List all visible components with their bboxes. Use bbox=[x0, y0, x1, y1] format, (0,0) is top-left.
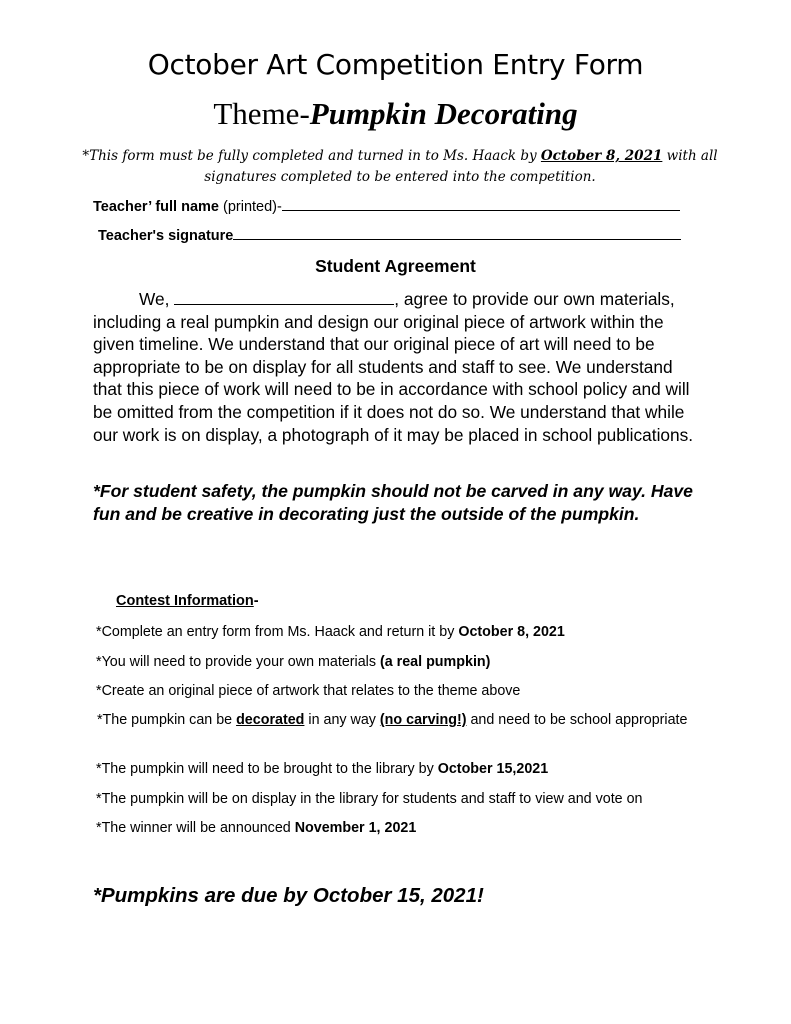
agreement-we: We, bbox=[139, 289, 170, 309]
contest-heading-text: Contest Information bbox=[116, 593, 254, 609]
agreement-body: , agree to provide our own materials, including a real pumpkin and design our original piece of artwork within the given timeline. We understand that our original piece of art will need to be appropriate to be on display for all students and staff to see. We understand that this piece of work will need to be in accordance with school policy and will be omitted from the competition if it does not do so. We understand that while our work is on display, a photograph of it may be placed in school publications. bbox=[93, 289, 694, 445]
contest-item-no-carving: (no carving!) bbox=[379, 712, 467, 728]
contest-item-text: *The pumpkin can be bbox=[96, 712, 237, 728]
teacher-signature-line[interactable] bbox=[233, 238, 681, 240]
contest-item bbox=[96, 624, 565, 640]
contest-item-date: November 1, 2021 bbox=[294, 820, 417, 836]
note-date: October 8, 2021 bbox=[540, 148, 663, 164]
contest-item bbox=[96, 820, 416, 836]
teacher-name-label: Teacher’ full name bbox=[93, 199, 219, 215]
contest-item bbox=[96, 683, 520, 699]
contest-item bbox=[96, 761, 548, 777]
contest-info-heading bbox=[116, 593, 259, 609]
contest-item-text: in any way bbox=[304, 712, 380, 728]
note-before: *This form must be fully completed and turned in to Ms. Haack by bbox=[82, 148, 541, 164]
contest-item-date: October 8, 2021 bbox=[458, 624, 565, 640]
safety-warning: *For student safety, the pumpkin should not be carved in any way. Have fun and be creative in decorating just the outside of the pumpkin. bbox=[93, 481, 693, 524]
contest-heading-suffix: - bbox=[253, 593, 259, 609]
theme-line bbox=[0, 96, 791, 132]
due-notice: *Pumpkins are due by October 15, 2021! bbox=[93, 884, 484, 907]
contest-item-text: *The pumpkin will be on display in the library for students and staff to view and vote on bbox=[96, 791, 643, 807]
teacher-name-field bbox=[93, 199, 680, 215]
contest-item-text: and need to be school appropriate bbox=[466, 712, 688, 728]
contest-item-emphasis: (a real pumpkin) bbox=[379, 654, 491, 670]
teacher-name-line[interactable] bbox=[282, 209, 680, 211]
contest-item-text: *Complete an entry form from Ms. Haack and return it by bbox=[96, 624, 459, 640]
student-agreement-heading: Student Agreement bbox=[315, 256, 476, 276]
submission-note bbox=[80, 146, 720, 188]
contest-item bbox=[93, 711, 703, 730]
student-names-blank[interactable] bbox=[174, 290, 394, 305]
theme-prefix: Theme- bbox=[213, 96, 310, 131]
contest-item-text: *You will need to provide your own materials bbox=[96, 654, 380, 670]
note-after: with all signatures completed to be entered into the competition. bbox=[204, 148, 718, 185]
teacher-name-qualifier: (printed)- bbox=[218, 199, 282, 215]
agreement-paragraph bbox=[93, 288, 703, 446]
contest-item-text: *Create an original piece of artwork that relates to the theme above bbox=[96, 683, 521, 699]
contest-item-text: *The pumpkin will need to be brought to the library by bbox=[96, 761, 438, 777]
contest-item bbox=[96, 654, 490, 670]
contest-item-date: October 15,2021 bbox=[437, 761, 549, 777]
teacher-signature-field bbox=[98, 228, 681, 244]
theme-name: Pumpkin Decorating bbox=[309, 96, 578, 131]
contest-item-decorated: decorated bbox=[236, 712, 305, 728]
contest-item bbox=[96, 791, 643, 807]
teacher-signature-label: Teacher's signature bbox=[98, 228, 234, 244]
form-title: October Art Competition Entry Form bbox=[147, 48, 644, 81]
contest-item-text: *The winner will be announced bbox=[96, 820, 295, 836]
